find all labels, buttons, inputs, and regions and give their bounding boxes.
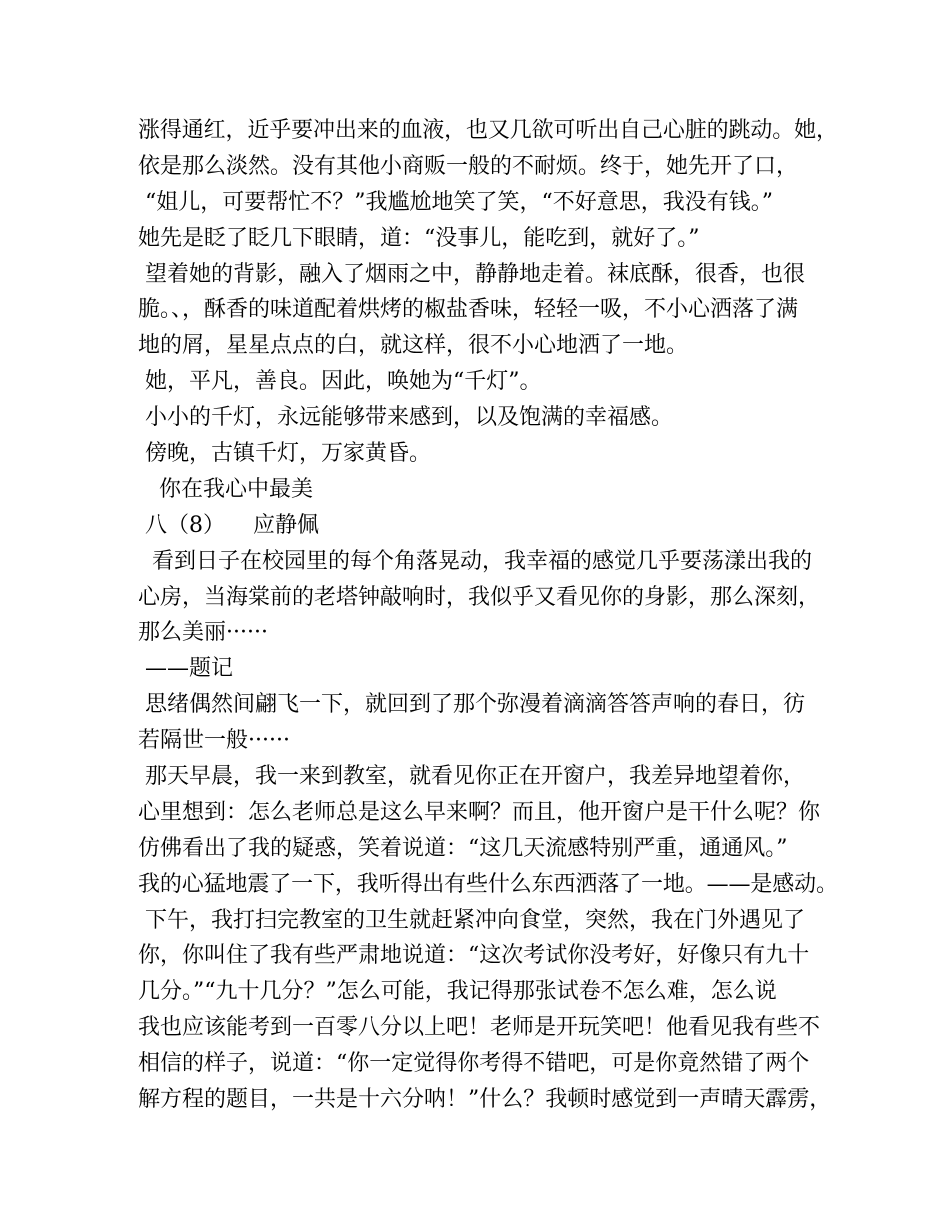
text-line: 心里想到：怎么老师总是这么早来啊？而且，他开窗户是干什么呢？你 (138, 799, 821, 825)
text-line: 你在我心中最美 (138, 476, 313, 502)
text-line: 望着她的背影，融入了烟雨之中，静静地走着。袜底酥，很香，也很 (138, 261, 805, 287)
text-line: ——题记 (138, 656, 233, 682)
text-line: 涨得通红，近乎要冲出来的血液，也又几欲可听出自己心脏的跳动。她， (138, 118, 838, 143)
text-line: 心房，当海棠前的老塔钟敲响时，我似乎又看见你的身影，那么深刻， (138, 584, 821, 610)
text-line: 傍晚，古镇千灯，万家黄昏。 (138, 441, 431, 467)
text-line: 她先是眨了眨几下眼睛，道：“没事儿，能吃到，就好了。” (138, 225, 700, 251)
text-line: 相信的样子，说道：“你一定觉得你考得不错吧，可是你竟然错了两个 (138, 1051, 810, 1077)
text-line: 我的心猛地震了一下，我听得出有些什么东西洒落了一地。——是感动。 (138, 871, 838, 897)
text-line: 那么美丽······ (138, 620, 268, 646)
essay-text (138, 113, 838, 1118)
text-line: 看到日子在校园里的每个角落晃动，我幸福的感觉几乎要荡漾出我的 (138, 548, 812, 574)
text-line: 仿佛看出了我的疑惑，笑着说道：“这几天流感特别严重，通通风。” (138, 835, 788, 861)
text-line: 她，平凡，善良。因此，唤她为“千灯”。 (138, 369, 542, 395)
text-line: 若隔世一般······ (138, 728, 290, 754)
text-line: 思绪偶然间翩飞一下，就回到了那个弥漫着滴滴答答声响的春日，彷 (138, 692, 805, 718)
text-line: 我也应该能考到一百零八分以上吧！老师是开玩笑吧！他看见我有些不 (138, 1015, 821, 1041)
text-line: 地的屑，星星点点的白，就这样，很不小心地洒了一地。 (138, 333, 689, 359)
text-line: 脆。、，酥香的味道配着烘烤的椒盐香味，轻轻一吸，不小心洒落了满 (138, 297, 799, 323)
text-line: 几分。”“九十几分？”怎么可能，我记得那张试卷不怎么难，怎么说 (138, 979, 777, 1005)
text-line: 依是那么淡然。没有其他小商贩一般的不耐烦。终于，她先开了口， (138, 153, 799, 179)
text-line: 下午，我打扫完教室的卫生就赶紧冲向食堂，突然，我在门外遇见了 (138, 907, 805, 933)
text-line: 小小的千灯，永远能够带来感到，以及饱满的幸福感。 (138, 405, 673, 431)
text-line: 那天早晨，我一来到教室，就看见你正在开窗户，我差异地望着你， (138, 764, 805, 790)
text-line: 你，你叫住了我有些严肃地说道：“这次考试你没考好，好像只有九十 (138, 943, 810, 969)
text-line: 八（8） 应静佩 (138, 512, 319, 538)
text-line: “姐儿，可要帮忙不？”我尴尬地笑了笑，“不好意思，我没有钱。” (138, 189, 773, 215)
text-line: 解方程的题目，一共是十六分呐！”什么？我顿时感觉到一声晴天霹雳， (138, 1087, 832, 1113)
